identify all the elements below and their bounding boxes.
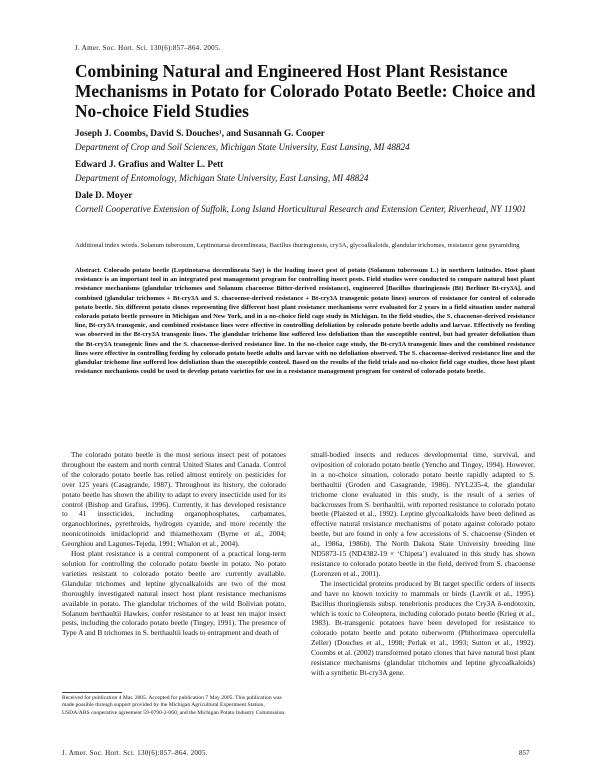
body-paragraph: small-bodied insects and reduces developmental time, survival, and oviposition of colorado potato beetle (Yencho and Tingey, 1994). However, in a no-choice situation, colorado potato beetle rapidly adapted to S. berthaultii (Groden and Casagrande, 1986). NYL235-4, the glandular trichome clone evaluated in this study, is the result of a series of backcrosses from S. berthaultii, with reported resistance to colorado potato beetle (Plaisted et al., 1992). Leptine glycoalkaloids have been defined as effective natural resistance mechanisms of potato against colorado potato beetle, but are found in only a few accessions of S. chacoense (Sinden et al., 1986a, 1986b). The North Dakota State University breeding line ND5873-15 (ND4382-19 × ‘Chipeta’) evaluated in this study has shown resistance to colorado potato beetle in the field, derived from S. chacoense (Lorenzen et al., 2001).	[311, 450, 535, 578]
body-paragraph: Host plant resistance is a central component of a practical long-term solution for controlling the colorado potato beetle in potato. No potato varieties resistant to colorado potato beetle are currently available. Glandular trichomes and leptine glycoalkaloids are two of the most thoroughly investigated natural insect host plant resistance mechanisms available in potato. The glandular trichomes of the wild Bolivian potato, Solanum berthaultii Hawkes, confer resistance to at least ten major insect pests, including the colorado potato beetle (Tingey, 1991). The presence of Type A and B trichomes in S. berthaultii leads to entrapment and death of	[62, 549, 286, 638]
body-paragraph: The insecticidal proteins produced by Bt target specific orders of insects and have no known toxicity to mammals or birds (Lavrik et al., 1995). Bacillus thuringiensis subsp. tenebrionis produces the Cry3A δ-endotoxin, which is toxic to Coleoptera, including colorado potato beetle (Krieg et al., 1983). Bt-transgenic potatoes have been developed for resistance to colorado potato beetle and potato tuberworm (Phthorimaea operculella Zeller) (Douches et al., 1998; Perlak et al., 1993; Sutton et al., 1992). Coombs et al. (2002) transformed potato clones that have natural host plant resistance mechanisms (glandular trichomes and leptine glycoalkaloids) with a synthetic Bt-cry3A gene.	[311, 578, 535, 677]
footnote: Received for publication 4 Mar. 2005. Accepted for publication 7 May 2005. This publication was made possible through support provided by the Michigan Agricultural Experiment Station, USDA/ARS cooperative agreement 59-0790-2-060, and the Michigan Potato Industry Commission.	[62, 695, 286, 716]
body-paragraph: The colorado potato beetle is the most serious insect pest of potatoes throughout the eastern and north central United States and Canada. Control of the colorado potato beetle has relied almost entirely on pesticides for over 125 years (Casagrande, 1987). Throughout its history, the colorado potato beetle has shown the ability to adapt to every insecticide used for its control (Bishop and Grafius, 1996). Currently, it has developed resistance to 41 insecticides, including organophosphates, carbamates, organochlorines, pyrethroids, hydrogen cyanide, and more recently the neonicotinoids imidacloprid and thiamethoxam (Byrne et al., 2004; Georghiou and Lagunes-Tejeda, 1991; Whalon et al., 2004).	[62, 450, 286, 549]
affiliation-1: Department of Crop and Soil Sciences, Michigan State University, East Lansing, MI 48824	[75, 142, 410, 152]
affiliation-2: Department of Entomology, Michigan State University, East Lansing, MI 48824	[75, 173, 369, 183]
journal-citation-footer: J. Amer. Soc. Hort. Sci. 130(6):857–864. 2005.	[62, 749, 208, 757]
body-column-right	[311, 450, 535, 678]
affiliation-3: Cornell Cooperative Extension of Suffolk, Long Island Horticultural Research and Extension Center, Riverhead, NY 11901	[75, 204, 527, 214]
journal-citation-header: J. Amer. Soc. Hort. Sci. 130(6):857–864. 2005.	[75, 44, 221, 52]
body-column-left	[62, 450, 286, 638]
abstract: Abstract. Colorado potato beetle (Leptinotarsa decemlineata Say) is the leading insect pest of potato (Solanum tuberosum L.) in northern latitudes. Host plant resistance is an important tool in an integrated pest management program for controlling insect pests. Field studies were conducted to compare natural host plant resistance mechanisms (glandular trichomes and Solanum chacoense Bitter-derived resistance), engineered [Bacillus thuringiensis (Bt) Berliner Bt-cry3A], and combined (glandular trichomes + Bt-cry3A and S. chacoense-derived resistance + Bt-cry3A transgenic potato lines) sources of resistance for control of colorado potato beetle. Six different potato clones representing five different host plant resistance mechanisms were evaluated for 2 years in a field situation under natural colorado potato beetle pressure in Michigan and New York, and in a no-choice field cage study in Michigan. In the field studies, the S. chacoense-derived resistance line, Bt-cry3A transgenic, and combined resistance lines were effective in controlling defoliation by colorado potato beetle adults and larvae. Effectively no feeding was observed in the Bt-cry3A transgenic lines. The glandular trichome line suffered less defoliation than the susceptible control, but had greater defoliation than the Bt-cry3A transgenic lines and the S. chacoense-derived resistance line. In the no-choice cage study, the Bt-cry3A transgenic lines and the combined resistance lines were effective in controlling feeding by colorado potato beetle adults and larvae with no defoliation observed. The S. chacoense-derived resistance line and the glandular trichome line suffered less defoliation than the susceptible control. Based on the results of the field trials and no-choice field cage studies, these host plant resistance mechanisms could be used to develop potato varieties for use in a resistance management program for control of colorado potato beetle.	[75, 267, 535, 376]
index-words: Additional index words. Solanum tuberosum, Leptinotarsa decemlineata, Bacillus thuringiensis, cry3A, glycoalkaloids, glandular trichomes, resistance gene pyramiding	[75, 242, 520, 249]
authors-group-3: Dale D. Moyer	[75, 190, 133, 200]
page-number: 857	[519, 749, 530, 757]
article-title: Combining Natural and Engineered Host Plant Resistance Mechanisms in Potato for Colorado Potato Beetle: Choice and No-choice Field Studies	[75, 61, 536, 121]
authors-group-1: Joseph J. Coombs, David S. Douches¹, and Susannah G. Cooper	[75, 128, 325, 138]
authors-group-2: Edward J. Grafius and Walter L. Pett	[75, 159, 224, 169]
footnote-divider	[62, 692, 122, 693]
